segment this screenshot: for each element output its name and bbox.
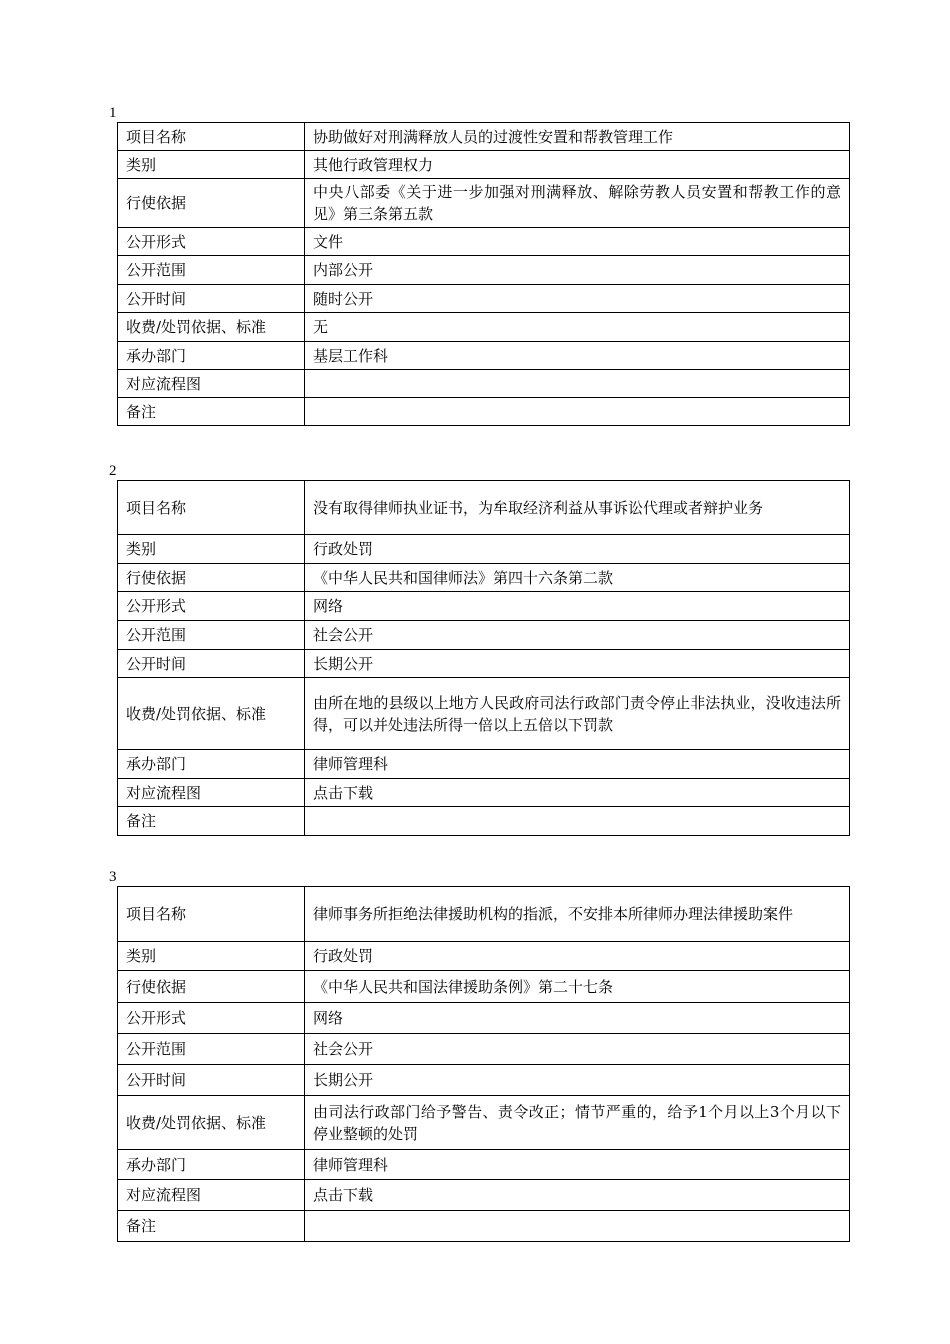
row-value: 文件 bbox=[305, 228, 850, 256]
table-row bbox=[118, 342, 850, 370]
row-value: 《中华人民共和国律师法》第四十六条第二款 bbox=[305, 564, 850, 592]
row-value: 随时公开 bbox=[305, 285, 850, 313]
table-row bbox=[118, 1150, 850, 1180]
row-label: 项目名称 bbox=[118, 123, 305, 151]
entry-section-1 bbox=[106, 104, 851, 426]
row-label: 公开形式 bbox=[118, 592, 305, 621]
row-label: 收费/处罚依据、标准 bbox=[118, 313, 305, 342]
table-row bbox=[118, 179, 850, 228]
table-row bbox=[118, 370, 850, 398]
entry-number: 3 bbox=[109, 869, 117, 885]
table-row bbox=[118, 779, 850, 807]
entry-number: 1 bbox=[109, 105, 117, 121]
row-value: 其他行政管理权力 bbox=[305, 151, 850, 179]
row-label: 类别 bbox=[118, 151, 305, 179]
row-value: 内部公开 bbox=[305, 256, 850, 285]
row-label: 承办部门 bbox=[118, 750, 305, 779]
table-row bbox=[118, 621, 850, 650]
row-value bbox=[305, 398, 850, 426]
row-value: 律师管理科 bbox=[305, 1150, 850, 1180]
table-row bbox=[118, 942, 850, 971]
download-link[interactable]: 点击下载 bbox=[305, 779, 850, 807]
table-row bbox=[118, 228, 850, 256]
row-label: 行使依据 bbox=[118, 179, 305, 228]
row-label: 承办部门 bbox=[118, 342, 305, 370]
row-value: 社会公开 bbox=[305, 621, 850, 650]
row-label: 收费/处罚依据、标准 bbox=[118, 678, 305, 750]
row-label: 公开时间 bbox=[118, 285, 305, 313]
table-row bbox=[118, 592, 850, 621]
row-label: 承办部门 bbox=[118, 1150, 305, 1180]
table-row bbox=[118, 887, 850, 942]
entry-section-2 bbox=[106, 462, 851, 836]
row-value: 行政处罚 bbox=[305, 942, 850, 971]
row-label: 公开时间 bbox=[118, 650, 305, 678]
table-row bbox=[118, 1034, 850, 1065]
table-row bbox=[118, 750, 850, 779]
table-row bbox=[118, 650, 850, 678]
row-value bbox=[305, 370, 850, 398]
row-label: 备注 bbox=[118, 1211, 305, 1242]
row-value: 社会公开 bbox=[305, 1034, 850, 1065]
table-row bbox=[118, 807, 850, 836]
table-row bbox=[118, 123, 850, 151]
table-row bbox=[118, 1065, 850, 1096]
row-label: 公开时间 bbox=[118, 1065, 305, 1096]
row-label: 公开形式 bbox=[118, 228, 305, 256]
row-value bbox=[305, 807, 850, 836]
table-row bbox=[118, 1180, 850, 1211]
table-row bbox=[118, 481, 850, 535]
table-row bbox=[118, 313, 850, 342]
row-label: 公开范围 bbox=[118, 621, 305, 650]
row-value: 行政处罚 bbox=[305, 535, 850, 564]
row-value: 由所在地的县级以上地方人民政府司法行政部门责令停止非法执业，没收违法所得，可以并处违法所得一倍以上五倍以下罚款 bbox=[305, 678, 850, 750]
download-link[interactable]: 点击下载 bbox=[305, 1180, 850, 1211]
row-label: 类别 bbox=[118, 535, 305, 564]
row-label: 备注 bbox=[118, 398, 305, 426]
row-label: 收费/处罚依据、标准 bbox=[118, 1096, 305, 1150]
row-value: 网络 bbox=[305, 592, 850, 621]
table-row bbox=[118, 678, 850, 750]
row-value: 《中华人民共和国法律援助条例》第二十七条 bbox=[305, 971, 850, 1003]
row-label: 行使依据 bbox=[118, 971, 305, 1003]
row-value: 律师事务所拒绝法律援助机构的指派，不安排本所律师办理法律援助案件 bbox=[305, 887, 850, 942]
row-value: 长期公开 bbox=[305, 650, 850, 678]
row-value: 律师管理科 bbox=[305, 750, 850, 779]
table-row bbox=[118, 971, 850, 1003]
row-label: 对应流程图 bbox=[118, 1180, 305, 1211]
table-row bbox=[118, 398, 850, 426]
row-label: 类别 bbox=[118, 942, 305, 971]
row-value: 中央八部委《关于进一步加强对刑满释放、解除劳教人员安置和帮教工作的意见》第三条第五款 bbox=[305, 179, 850, 228]
table-row bbox=[118, 1096, 850, 1150]
row-label: 公开形式 bbox=[118, 1003, 305, 1034]
row-label: 项目名称 bbox=[118, 481, 305, 535]
row-label: 对应流程图 bbox=[118, 370, 305, 398]
row-label: 对应流程图 bbox=[118, 779, 305, 807]
table-row bbox=[118, 1003, 850, 1034]
row-value: 长期公开 bbox=[305, 1065, 850, 1096]
entry-table bbox=[117, 480, 850, 836]
row-value: 无 bbox=[305, 313, 850, 342]
table-row bbox=[118, 564, 850, 592]
entry-number: 2 bbox=[109, 463, 117, 479]
table-row bbox=[118, 151, 850, 179]
table-row bbox=[118, 256, 850, 285]
row-value: 没有取得律师执业证书，为牟取经济利益从事诉讼代理或者辩护业务 bbox=[305, 481, 850, 535]
row-value: 网络 bbox=[305, 1003, 850, 1034]
entry-section-3 bbox=[106, 868, 851, 1242]
table-row bbox=[118, 1211, 850, 1242]
row-label: 备注 bbox=[118, 807, 305, 836]
row-label: 行使依据 bbox=[118, 564, 305, 592]
row-label: 公开范围 bbox=[118, 1034, 305, 1065]
row-value: 基层工作科 bbox=[305, 342, 850, 370]
entry-table bbox=[117, 122, 850, 426]
row-label: 公开范围 bbox=[118, 256, 305, 285]
row-label: 项目名称 bbox=[118, 887, 305, 942]
row-value: 协助做好对刑满释放人员的过渡性安置和帮教管理工作 bbox=[305, 123, 850, 151]
table-row bbox=[118, 535, 850, 564]
entry-table bbox=[117, 886, 850, 1242]
row-value bbox=[305, 1211, 850, 1242]
table-row bbox=[118, 285, 850, 313]
row-value: 由司法行政部门给予警告、责令改正；情节严重的，给予1个月以上3个月以下停业整顿的处罚 bbox=[305, 1096, 850, 1150]
